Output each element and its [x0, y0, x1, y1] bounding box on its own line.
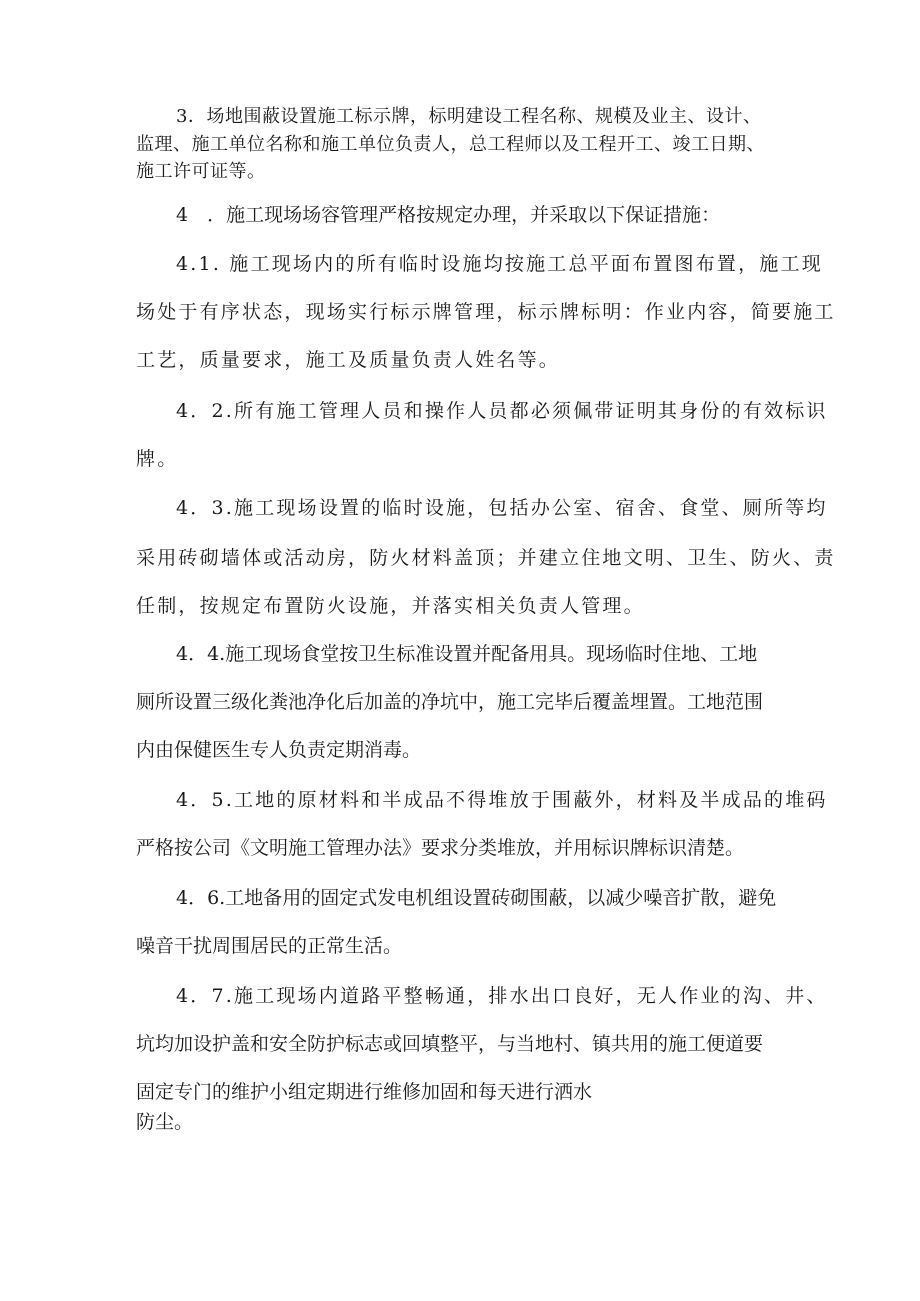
paragraph-4-5-line-1: 4．5.工地的原材料和半成品不得堆放于围蔽外，材料及半成品的堆码 — [176, 789, 828, 811]
paragraph-4-4-line-2: 厕所设置三级化粪池净化后加盖的净坑中，施工完毕后覆盖埋置。工地范围 — [136, 691, 764, 713]
paragraph-4-5-line-2: 严格按公司《文明施工管理办法》要求分类堆放，并用标识牌标识清楚。 — [136, 837, 745, 859]
paragraph-4-7-line-4: 防尘。 — [136, 1111, 194, 1133]
paragraph-4-1-line-2: 场处于有序状态，现场实行标示牌管理，标示牌标明：作业内容，简要施工 — [136, 301, 836, 323]
paragraph-4-3-line-2: 采用砖砌墙体或活动房，防火材料盖顶；并建立住地文明、卫生、防火、责 — [136, 547, 836, 569]
paragraph-3-line-2: 监理、施工单位名称和施工单位负责人，总工程师以及工程开工、竣工日期、 — [136, 134, 765, 155]
paragraph-4-line-1: 4 ．施工现场场容管理严格按规定办理，并采取以下保证措施： — [176, 204, 721, 226]
paragraph-4-6-line-1: 4．6.工地备用的固定式发电机组设置砖砌围蔽，以减少噪音扩散，避免 — [176, 887, 777, 909]
paragraph-4-2-line-1: 4．2.所有施工管理人员和操作人员都必须佩带证明其身份的有效标识 — [176, 400, 828, 422]
paragraph-3-line-3: 施工许可证等。 — [136, 161, 266, 182]
paragraph-4-1-line-1: 4.1. 施工现场内的所有临时设施均按施工总平面布置图布置，施工现 — [176, 253, 823, 275]
paragraph-4-7-line-3: 固定专门的维护小组定期进行维修加固和每天进行洒水 — [136, 1081, 593, 1103]
paragraph-4-7-line-1: 4．7.施工现场内道路平整畅通，排水出口良好，无人作业的沟、井、 — [176, 985, 828, 1007]
paragraph-4-2-line-2: 牌。 — [136, 448, 179, 470]
paragraph-4-6-line-2: 噪音干扰周围居民的正常生活。 — [136, 935, 403, 957]
paragraph-4-1-line-3: 工艺，质量要求，施工及质量负责人姓名等。 — [136, 349, 561, 371]
paragraph-4-4-line-1: 4．4.施工现场食堂按卫生标准设置并配备用具。现场临时住地、工地 — [176, 643, 758, 665]
paragraph-4-4-line-3: 内由保健医生专人负责定期消毒。 — [136, 739, 422, 761]
paragraph-3-line-1: 3．场地围蔽设置施工标示牌，标明建设工程名称、规模及业主、设计、 — [176, 106, 762, 127]
paragraph-4-7-line-2: 坑均加设护盖和安全防护标志或回填整平，与当地村、镇共用的施工便道要 — [136, 1033, 764, 1055]
paragraph-4-3-line-3: 任制，按规定布置防火设施，并落实相关负责人管理。 — [136, 595, 645, 617]
paragraph-4-3-line-1: 4．3.施工现场设置的临时设施，包括办公室、宿舍、食堂、厕所等均 — [176, 497, 828, 519]
